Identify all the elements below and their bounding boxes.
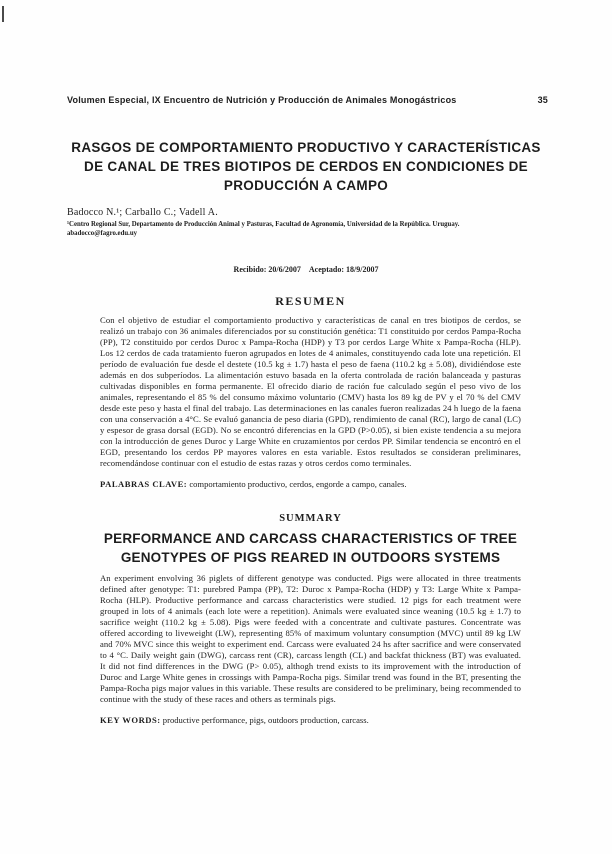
palabras-clave-text: comportamiento productivo, cerdos, engorde a campo, canales. bbox=[187, 479, 407, 489]
dates-line bbox=[0, 265, 612, 274]
key-words-line bbox=[100, 715, 521, 726]
article-title-english: PERFORMANCE AND CARCASS CHARACTERISTICS OF TREE GENOTYPES OF PIGS REARED IN OUTDOORS SYSTEMS bbox=[103, 531, 518, 565]
journal-header-text: Volumen Especial, IX Encuentro de Nutrición y Producción de Animales Monogástricos bbox=[67, 95, 457, 105]
affiliation-block bbox=[67, 221, 554, 239]
palabras-clave-label: PALABRAS CLAVE: bbox=[100, 479, 188, 489]
key-words-text: productive performance, pigs, outdoors production, carcass. bbox=[160, 715, 369, 725]
affiliation-text: ¹Centro Regional Sur, Departamento de Producción Animal y Pasturas, Facultad de Agronomía, Universidad de la República. Uruguay. bbox=[67, 221, 460, 228]
key-words-label: KEY WORDS: bbox=[100, 715, 161, 725]
author-email: abadocco@fagro.edu.uy bbox=[67, 229, 138, 237]
article-title-spanish: RASGOS DE COMPORTAMIENTO PRODUCTIVO Y CARACTERÍSTICAS DE CANAL DE TRES BIOTIPOS DE CERDOS EN CONDICIONES DE PRODUCCIÓN A CAMPO bbox=[71, 140, 541, 193]
accepted-date: Aceptado: 18/9/2007 bbox=[308, 265, 379, 274]
authors-line: Badocco N.¹; Carballo C.; Vadell A. bbox=[67, 207, 218, 218]
summary-heading: SUMMARY bbox=[279, 513, 342, 524]
palabras-clave-line bbox=[100, 479, 521, 490]
summary-section bbox=[100, 513, 521, 726]
summary-body: An experiment envolving 36 piglets of different genotype was conducted. Pigs were allocated in three treatments defined after genotype: T1: purebred Pampa (PP), T2: Duroc x Pampa-Rocha (HDP) y T3: Large White x Pampa-Rocha (HLP). Productive performance and carcass characteristics were studied. 12 pigs for each treatment were grouped in lots of 4 animals (each lote were a repetition). Animals were evaluated since weaning (10.5 kg ± 1.7) to sacrifice weight (110.2 kg ± 5.08). Pigs were feeded with a concentrate and cultivate pastures. Concentrate was offered according to liveweight (LW), representing 85% of maximum voluntary consumption (MVC) until 89 kg LW and 70% MVC since this weight to experiment end. Carcass were evaluated 24 hs after sacrifice and were conservated to 4 °C. Daily weight gain (DWG), carcass rent (CR), carcass length (CL) and backfat thickness (BT) was evaluated. It did not find differences in the DWG (P> 0.05), althogh trend exists to its improvement with the introduction of Duroc and Large White genes in crossings with Pampa-Rocha pigs. Similar trend was found in the BT, presenting the Pampa-Rocha pigs major values in this variable. These results are considered to be preliminary, being recommended to continue with the study of these races and others as terminals pigs. bbox=[100, 573, 521, 704]
resumen-section bbox=[100, 294, 521, 490]
page-number: 35 bbox=[537, 95, 548, 105]
resumen-heading: RESUMEN bbox=[275, 294, 346, 308]
running-header bbox=[67, 95, 548, 105]
scan-artifact-line bbox=[2, 6, 4, 22]
resumen-body: Con el objetivo de estudiar el comportamiento productivo y características de canal en tres biotipos de cerdos, se realizó un trabajo con 36 animales diferenciados por su constitución genética: T1 constituido por cerdos Pampa-Rocha (PP), T2 constituido por cerdos Duroc x Pampa-Rocha (HDP) y T3 por cerdos Large White x Pampa-Rocha (HLP). Los 12 cerdos de cada tratamiento fueron agrupados en lotes de 4 animales, constituyendo cada lote una repetición. El período de evaluación fue desde el destete (10.5 kg ± 1.7) hasta el peso de faena (110.2 kg ± 5.08), dividiéndose este además en dos subperíodos. La alimentación estuvo basada en la oferta controlada de ración balanceada y pasturas cultivadas disponibles en forma permanente. El ofrecido diario de ración fue calculado según el peso vivo de los animales, representando el 85 % del consumo máximo voluntario (CMV) hasta los 89 kg de PV y el 70 % del CMV desde este peso y hasta el final del trabajo. Las determinaciones en las canales fueron realizadas 24 h luego de la faena con una conservación a 4°C. Se evaluó ganancia de peso diaria (GPD), rendimiento de canal (RC), largo de canal (LC) y espesor de grasa dorsal (EGD). No se encontró diferencias en la GPD (P>0.05), si bien existe tendencia a su mejora con la introducción de genes Duroc y Large White en cruzamientos por cerdos PP. Similar tendencia se encontró en el EGD, presentando los cerdos PP mayores valores en esta variable. Estos resultados se consideran preliminares, recomendándose continuar con el estudio de estas razas y otros cerdos como terminales. bbox=[100, 315, 521, 468]
received-date: Recibido: 20/6/2007 bbox=[233, 265, 301, 274]
